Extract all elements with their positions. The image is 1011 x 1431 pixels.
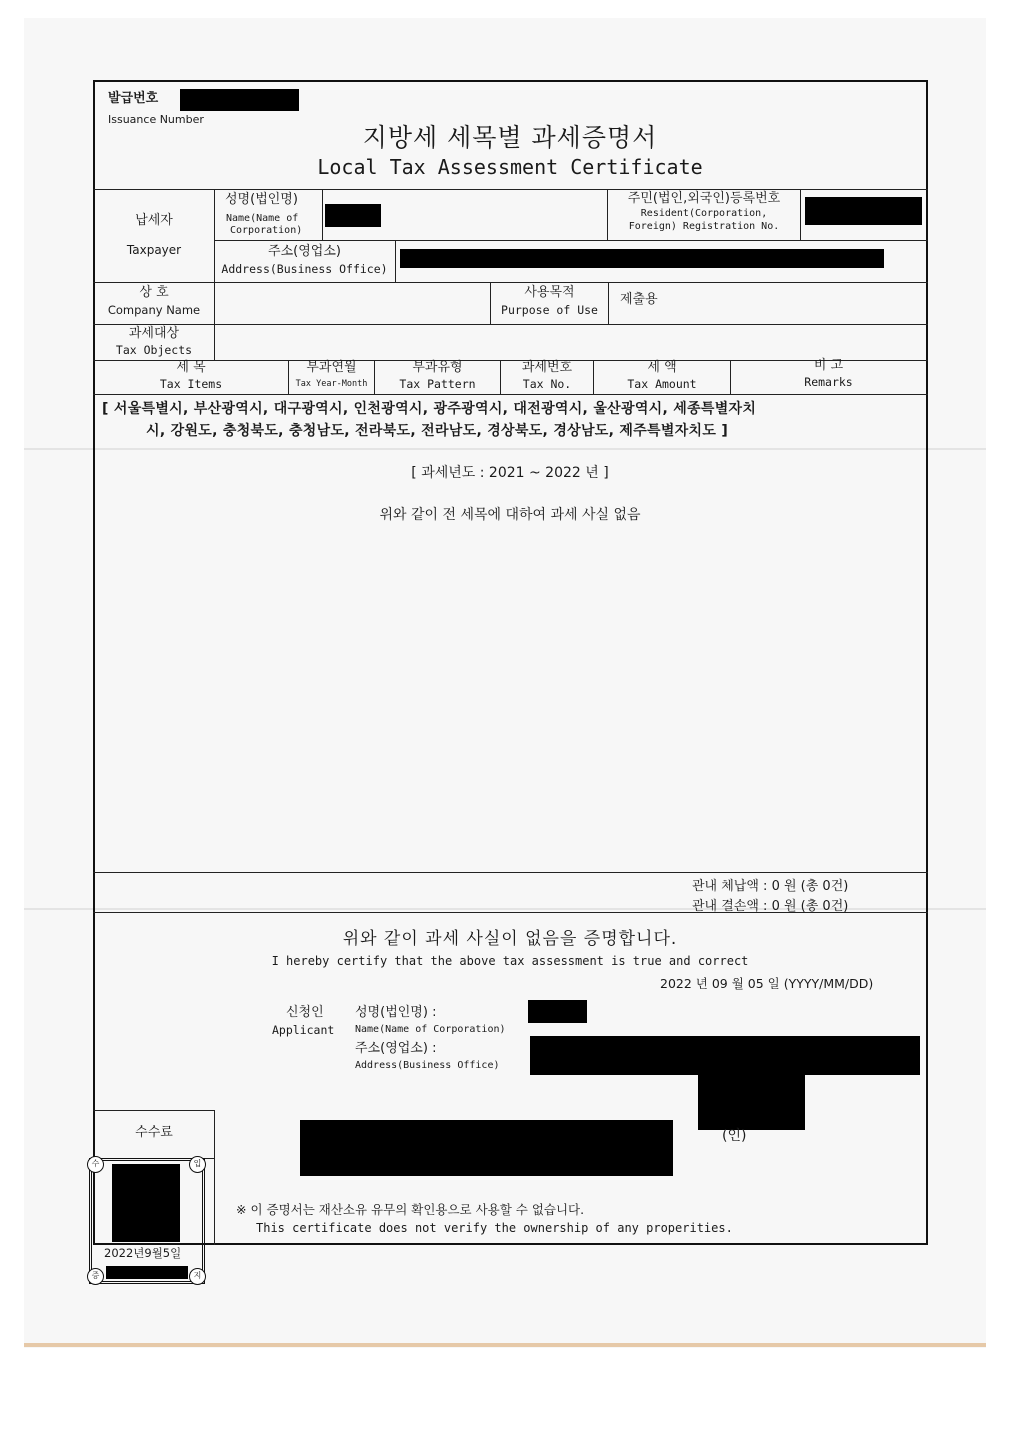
col-year-month-en: Tax Year-Month — [295, 379, 368, 389]
redaction-fee-details — [300, 1120, 673, 1176]
applicant-address-kr: 주소(영업소) : — [355, 1041, 437, 1056]
purpose-label-en: Purpose of Use — [501, 303, 598, 317]
reg-label-kr: 주민(법인,외국인)등록번호 — [627, 191, 781, 206]
certify-statement-kr: 위와 같이 과세 사실이 없음을 증명합니다. — [342, 929, 678, 949]
taxpayer-label-kr: 납세자 — [135, 213, 173, 228]
col-tax-items-kr: 세 목 — [176, 360, 206, 375]
applicant-name-kr: 성명(법인명) : — [355, 1005, 437, 1020]
issue-date: 2022 년 09 월 05 일 (YYYY/MM/DD) — [660, 976, 874, 991]
arrears-amount: 관내 체납액 : 0 원 (총 0건) — [692, 879, 849, 894]
name-label-kr: 성명(법인명) — [225, 192, 298, 207]
tax-objects-label-kr: 과세대상 — [128, 326, 180, 341]
redaction-taxpayer-address — [400, 249, 884, 268]
name-label-en-1: Name(Name of — [226, 213, 299, 224]
notice-kr: ※ 이 증명서는 재산소유 유무의 확인용으로 사용할 수 없습니다. — [236, 1202, 585, 1217]
redaction-applicant-signature — [698, 1075, 805, 1130]
regions-line-2: 시, 강원도, 충청북도, 충청남도, 전라북도, 전라남도, 경상북도, 경상남도, 제주특별자치도 ] — [146, 423, 729, 439]
col-pattern-en: Tax Pattern — [399, 377, 476, 391]
redaction-stamp-number — [106, 1266, 188, 1279]
redaction-stamp-image — [112, 1164, 180, 1242]
reg-label-en-1: Resident(Corporation, — [640, 208, 768, 219]
col-year-month-kr: 부과연월 — [306, 360, 357, 375]
taxpayer-label-en: Taxpayer — [126, 243, 182, 257]
notice-en: This certificate does not verify the ownership of any properities. — [256, 1221, 733, 1235]
applicant-address-en: Address(Business Office) — [355, 1060, 500, 1071]
page-title-kr: 지방세 세목별 과세증명서 — [362, 123, 658, 152]
regions-line-1: [ 서울특별시, 부산광역시, 대구광역시, 인천광역시, 광주광역시, 대전광역시, 울산광역시, 세종특별자치 — [102, 401, 757, 417]
purpose-value: 제출용 — [620, 292, 658, 307]
tax-year-range: [ 과세년도 : 2021 ~ 2022 년 ] — [411, 465, 609, 481]
reg-label-en-2: Foreign) Registration No. — [628, 221, 780, 232]
applicant-label-kr: 신청인 — [286, 1005, 324, 1020]
page-title-en: Local Tax Assessment Certificate — [317, 155, 703, 179]
redaction-issuance-number — [180, 89, 299, 111]
company-label-en: Company Name — [107, 303, 201, 317]
tax-objects-label-en: Tax Objects — [115, 343, 193, 357]
stamp-corner: 증 — [87, 1268, 104, 1285]
company-label-kr: 상 호 — [139, 285, 169, 300]
col-remarks-en: Remarks — [804, 375, 853, 389]
deficit-amount: 관내 결손액 : 0 원 (총 0건) — [692, 899, 849, 914]
stamp-date: 2022년9월5일 — [104, 1246, 182, 1260]
redaction-registration-number — [805, 197, 922, 225]
purpose-label-kr: 사용목적 — [524, 285, 575, 300]
seal-mark: (인) — [722, 1128, 747, 1144]
col-pattern-kr: 부과유형 — [412, 360, 463, 375]
fee-label: 수수료 — [135, 1125, 173, 1140]
col-tax-amount-kr: 세 액 — [647, 360, 677, 375]
name-label-en-2: Corporation) — [230, 225, 303, 236]
applicant-name-en: Name(Name of Corporation) — [355, 1024, 506, 1035]
col-tax-amount-en: Tax Amount — [627, 377, 697, 391]
no-tax-fact-text: 위와 같이 전 세목에 대하여 과세 사실 없음 — [379, 507, 641, 523]
issuance-label-kr: 발급번호 — [108, 91, 159, 106]
redaction-applicant-address — [530, 1036, 920, 1075]
col-remarks-kr: 비 고 — [813, 358, 844, 373]
issuance-label-en: Issuance Number — [108, 113, 204, 126]
col-tax-no-en: Tax No. — [522, 377, 572, 391]
address-label-kr: 주소(영업소) — [268, 244, 341, 259]
address-label-en: Address(Business Office) — [221, 262, 388, 276]
redaction-taxpayer-name — [325, 204, 381, 227]
paper-edge — [24, 1343, 986, 1347]
stamp-corner: 입 — [189, 1156, 206, 1173]
stamp-corner: 수 — [87, 1156, 104, 1173]
redaction-applicant-name — [528, 1000, 587, 1023]
certify-statement-en: I hereby certify that the above tax assessment is true and correct — [271, 954, 749, 968]
applicant-label-en: Applicant — [272, 1023, 335, 1037]
col-tax-items-en: Tax Items — [159, 377, 223, 391]
col-tax-no-kr: 과세번호 — [521, 360, 573, 375]
stamp-corner: 지 — [189, 1268, 206, 1285]
